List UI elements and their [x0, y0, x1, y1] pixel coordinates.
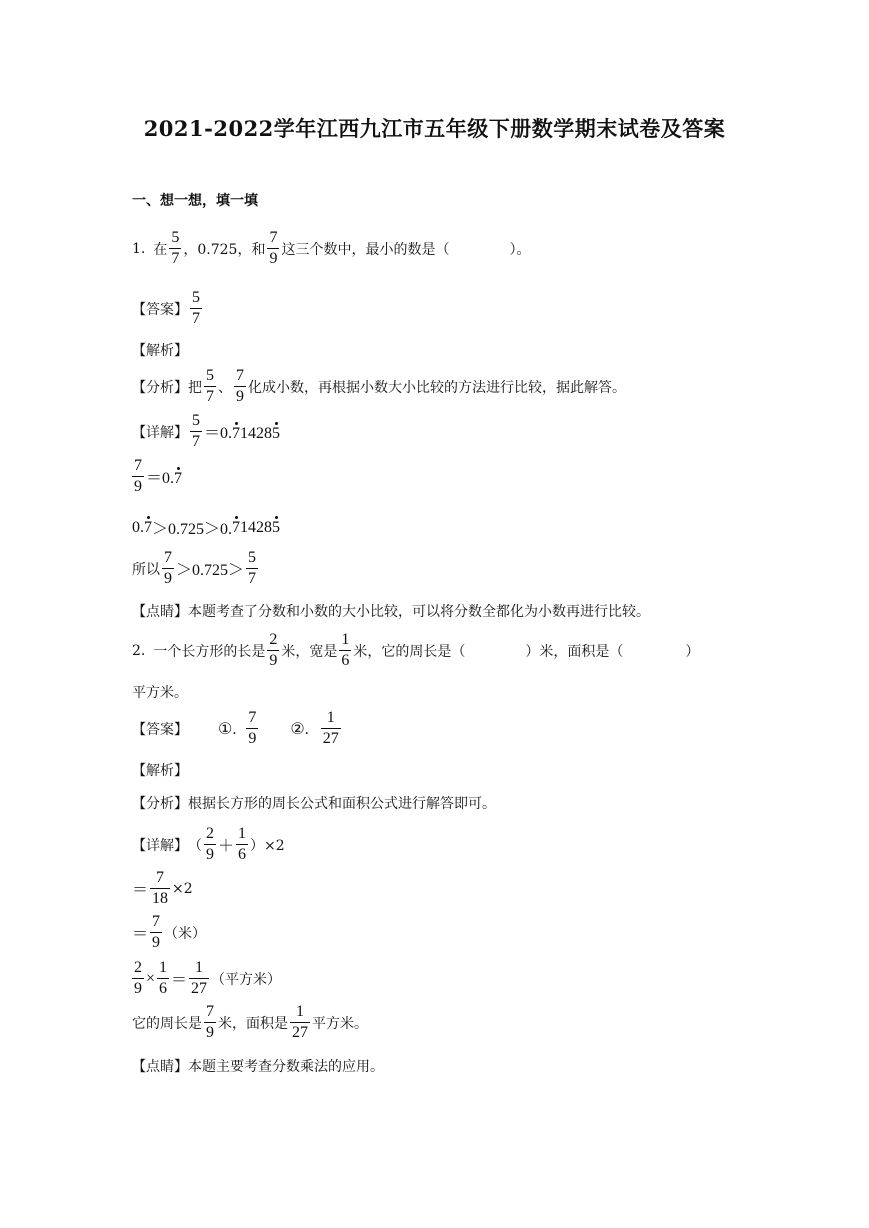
answer-label: 【答案】: [132, 721, 188, 738]
q2-detail-4: [132, 960, 281, 997]
numerator: 5: [206, 367, 214, 384]
numerator: 2: [269, 631, 278, 648]
numerator: 1: [195, 959, 204, 976]
equals-sign: ＝: [132, 882, 149, 899]
fraction-5-7: [204, 368, 216, 405]
numerator: 1: [326, 709, 335, 726]
fraction-7-18: [150, 870, 170, 907]
denominator: 9: [236, 388, 244, 405]
denominator: 9: [164, 570, 172, 587]
fraction-1-27: [189, 960, 209, 997]
fraction-2-9: [267, 632, 279, 669]
q1-text-2: ，0.725，和: [183, 241, 266, 258]
q1-fenxi-text-1: 把: [188, 379, 202, 396]
analysis-label: 【解析】: [132, 343, 188, 359]
numerator: 7: [164, 549, 172, 566]
denominator: 18: [152, 890, 169, 907]
numerator: 7: [236, 367, 244, 384]
q2-comment: [132, 1056, 384, 1076]
close-paren-times: ）×2: [250, 837, 285, 854]
denominator: 6: [238, 846, 247, 863]
q1-comment: [132, 601, 650, 621]
numerator: 5: [171, 229, 180, 246]
repeat-digit: 7: [174, 470, 183, 487]
denominator: 9: [269, 250, 278, 267]
fraction-5-7: [169, 230, 181, 267]
answer-marker-1: ①.: [218, 720, 237, 738]
fraction-7-9: [234, 368, 246, 405]
numerator: 7: [269, 229, 278, 246]
fraction-1-6: [157, 960, 169, 997]
denominator: 9: [269, 652, 278, 669]
repeat-digit: 7: [232, 425, 241, 442]
comment-text: 本题主要考查分数乘法的应用。: [188, 1059, 384, 1075]
decimal-part: ＝0.: [146, 470, 175, 487]
q1-detail-1: [132, 413, 280, 450]
q2-number: 2.: [132, 642, 146, 659]
numerator: 7: [206, 1003, 214, 1020]
denominator: 7: [248, 570, 257, 587]
q2-question-cont: [132, 682, 188, 702]
fraction-1-27: [321, 710, 341, 747]
q2-text-6: 平方米。: [132, 685, 188, 701]
q2-text-2: 米，宽是: [281, 643, 338, 660]
numerator: 7: [134, 457, 142, 474]
q2-text-3: 米，它的周长是（: [353, 643, 466, 660]
q1-text-1: 在: [153, 241, 168, 258]
decimal-part: ＞0.725＞0.: [152, 521, 233, 538]
denominator: 7: [192, 433, 200, 450]
denominator: 9: [206, 1024, 214, 1041]
q2-text-1: 一个长方形的长是: [153, 643, 266, 660]
fraction-7-9: [150, 914, 162, 951]
q1-text-4: ）。: [509, 241, 531, 258]
numerator: 1: [296, 1003, 304, 1020]
denominator: 9: [248, 730, 257, 747]
comment-label: 【点睛】: [132, 1059, 188, 1075]
q2-question: [132, 632, 699, 669]
plus-sign: ＋: [218, 838, 235, 855]
so-text: 所以: [132, 561, 160, 578]
denominator: 27: [292, 1024, 308, 1041]
numerator: 7: [156, 869, 165, 886]
denominator: 9: [134, 980, 142, 997]
decimal-part: 1428: [240, 425, 273, 442]
summary-text-2: 米，面积是: [218, 1015, 288, 1032]
fraction-5-7: [190, 290, 202, 327]
fraction-7-9: [267, 230, 279, 267]
q1-text-3: 这三个数中，最小的数是（: [281, 241, 450, 258]
numerator: 2: [134, 959, 142, 976]
q2-analysis-label: [132, 760, 188, 780]
repeat-digit: 7: [232, 518, 241, 536]
denominator: 27: [322, 730, 339, 747]
decimal-part: ＝0.: [204, 425, 233, 442]
comment-text: 本题考查了分数和小数的大小比较，可以将分数全都化为小数再进行比较。: [188, 604, 650, 620]
section-heading: 一、想一想，填一填: [132, 193, 258, 209]
numerator: 5: [192, 289, 200, 306]
fraction-7-9: [204, 1004, 216, 1041]
fraction-7-9: [162, 550, 174, 587]
q2-summary: [132, 1004, 368, 1041]
analysis-label: 【解析】: [132, 763, 188, 779]
denominator: 7: [171, 250, 180, 267]
fenxi-text: 根据长方形的周长公式和面积公式进行解答即可。: [188, 796, 496, 812]
repeat-digit: 5: [272, 425, 281, 442]
unit-meter: （米）: [164, 925, 207, 942]
answer-marker-2: ②.: [290, 720, 309, 738]
repeat-digit: 5: [272, 518, 281, 536]
numerator: 2: [206, 825, 214, 842]
q2-answer: [132, 710, 343, 747]
q1-comparison: [132, 516, 280, 539]
denominator: 9: [152, 934, 161, 951]
times-sign: ×: [146, 969, 156, 987]
fenxi-label: 【分析】: [132, 796, 188, 812]
comment-label: 【点睛】: [132, 604, 188, 620]
fraction-7-9: [132, 458, 144, 495]
denominator: 9: [206, 846, 214, 863]
q1-question: [132, 230, 530, 267]
q2-text-4: ）米，面积是（: [525, 643, 624, 660]
numerator: 1: [341, 631, 350, 648]
q2-fenxi: [132, 793, 496, 813]
decimal-part: 0.: [132, 518, 144, 536]
open-paren: （: [188, 837, 202, 854]
numerator: 5: [248, 549, 257, 566]
numerator: 5: [192, 412, 200, 429]
fraction-7-9: [246, 710, 258, 747]
equals-sign: ＝: [171, 972, 188, 989]
fraction-5-7: [190, 413, 202, 450]
q1-analysis-label: [132, 340, 188, 360]
denominator: 6: [341, 652, 350, 669]
fraction-2-9: [204, 826, 216, 863]
summary-text-3: 平方米。: [312, 1015, 368, 1032]
page-title: 2021-2022学年江西九江市五年级下册数学期末试卷及答案: [143, 116, 726, 141]
numerator: 1: [238, 825, 247, 842]
decimal-value: [146, 465, 182, 488]
denominator: 6: [159, 980, 168, 997]
repeat-digit: 7: [144, 518, 152, 536]
decimal-value: [204, 420, 280, 443]
fraction-1-27: [290, 1004, 310, 1041]
answer-label: 【答案】: [132, 301, 188, 318]
denominator: 27: [191, 980, 208, 997]
detail-label: 【详解】: [132, 424, 188, 441]
numerator: 7: [248, 709, 257, 726]
numerator: 1: [159, 959, 168, 976]
comparison-mid: ＞0.725＞: [176, 562, 245, 579]
detail-label: 【详解】: [132, 837, 188, 854]
fraction-1-6: [339, 632, 351, 669]
q1-number: 1.: [132, 240, 146, 257]
summary-text-1: 它的周长是: [132, 1015, 202, 1032]
q2-detail-2: [132, 870, 193, 907]
unit-square-meter: （平方米）: [211, 971, 282, 988]
fenxi-label: 【分析】: [132, 379, 188, 396]
q1-fenxi: [132, 368, 626, 405]
fraction-1-6: [236, 826, 248, 863]
q1-answer: [132, 290, 204, 327]
q1-detail-2: [132, 458, 182, 495]
times-two: ×2: [172, 880, 193, 897]
q1-fenxi-text-2: 、: [218, 379, 232, 396]
denominator: 7: [192, 310, 200, 327]
numerator: 7: [152, 913, 161, 930]
q2-detail-1: [132, 826, 285, 863]
q2-text-5: ）: [685, 643, 700, 660]
equals-sign: ＝: [132, 926, 149, 943]
denominator: 7: [206, 388, 214, 405]
fraction-2-9: [132, 960, 144, 997]
q1-fenxi-text-3: 化成小数，再根据小数大小比较的方法进行比较，据此解答。: [248, 379, 626, 396]
q2-detail-3: [132, 914, 206, 951]
q1-conclusion: [132, 550, 260, 587]
fraction-5-7: [246, 550, 258, 587]
denominator: 9: [134, 478, 142, 495]
decimal-part: 1428: [240, 518, 273, 536]
